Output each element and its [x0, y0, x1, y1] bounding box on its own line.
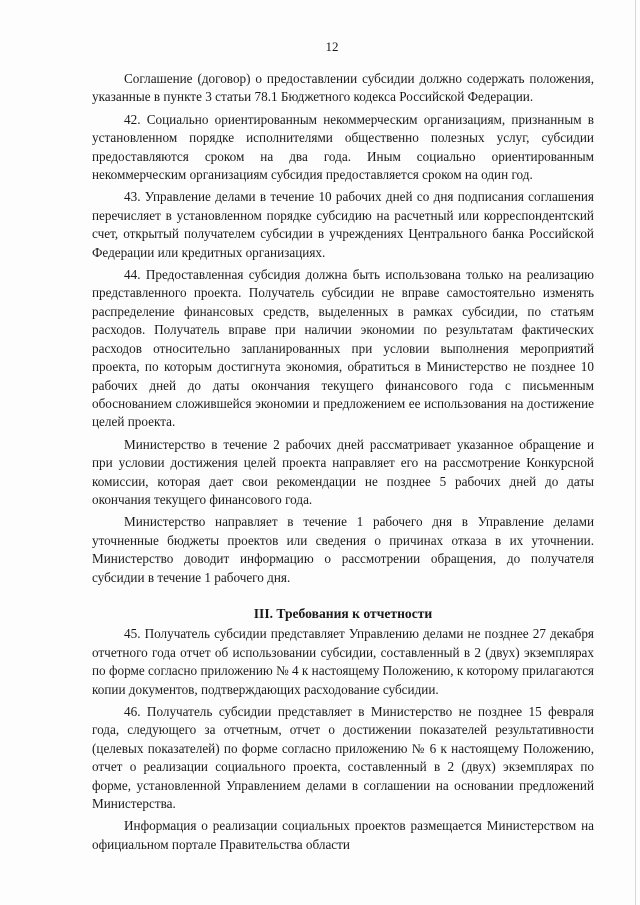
paragraph-agreement-content: Соглашение (договор) о предоставлении субсидии должно содержать положения, указанные в пункте 3 статьи 78.1 Бюджетного кодекса Российской Федерации.	[92, 71, 594, 105]
paragraph-45: 45. Получатель субсидии представляет Управлению делами не позднее 27 декабря отчетного года отчет об использовании субсидии, составленный в 2 (двух) экземплярах по форме согласно приложению № 4 к настоящему Положению, к которому прилагаются копии документов, подтверждающих расходование субсидии.	[92, 626, 594, 697]
paragraph-44: 44. Предоставленная субсидия должна быть использована только на реализацию представленного проекта. Получатель субсидии не вправе самостоятельно изменять распределение финансовых средств, выделенных в рамках субсидии, по статьям расходов. Получатель вправе при наличии экономии по результатам фактических расходов относительно запланированных при условии выполнения мероприятий проекта, по которым достигнута экономия, обратиться в Министерство не позднее 10 рабочих дней до даты окончания текущего финансового года с письменным обоснованием сложившейся экономии и предложением ее использования на достижение целей проекта.	[92, 267, 594, 430]
scan-edge-line	[635, 0, 636, 905]
page-number: 12	[325, 39, 339, 54]
paragraph-42: 42. Социально ориентированным некоммерческим организациям, признанным в установленном порядке исполнителями общественно полезных услуг, субсидии предоставляются сроком на два года. Иным социально ориентированным некоммерческим организациям субсидия предоставляется сроком на один год.	[92, 111, 594, 183]
paragraph-44-ministry-sends: Министерство направляет в течение 1 рабочего дня в Управление делами уточненные бюджеты проектов или сведения о причинах отказа в их уточнении. Министерство доводит информацию о рассмотрении обращения, до получателя субсидии в течение 1 рабочего дня.	[92, 514, 594, 585]
paragraph-46: 46. Получатель субсидии представляет в Министерство не позднее 15 февраля года, следующего за отчетным, отчет о достижении показателей результативности (целевых показателей) по форме согласно приложению № 6 к настоящему Положению, отчет о реализации социального проекта, составленный в 2 (двух) экземплярах по форме, установленной Управлением делами в соглашении на основании предложений Министерства.	[92, 704, 594, 812]
section-heading: III. Требования к отчетности	[253, 605, 433, 621]
document-body	[92, 70, 594, 858]
paragraph-43: 43. Управление делами в течение 10 рабочих дней со дня подписания соглашения перечисляет в установленном порядке субсидию на расчетный или корреспондентский счет, открытый получателем субсидии в учреждениях Центрального банка Российской Федерации или кредитных организациях.	[92, 189, 594, 260]
paragraph-information-publication: Информация о реализации социальных проектов размещается Министерством на официальном портале Правительства области	[92, 818, 594, 852]
paragraph-44-ministry-review: Министерство в течение 2 рабочих дней рассматривает указанное обращение и при условии достижения целей проекта направляет его на рассмотрение Конкурсной комиссии, которая дает свои рекомендации не позднее 5 рабочих дней до даты окончания текущего финансового года.	[92, 436, 594, 507]
